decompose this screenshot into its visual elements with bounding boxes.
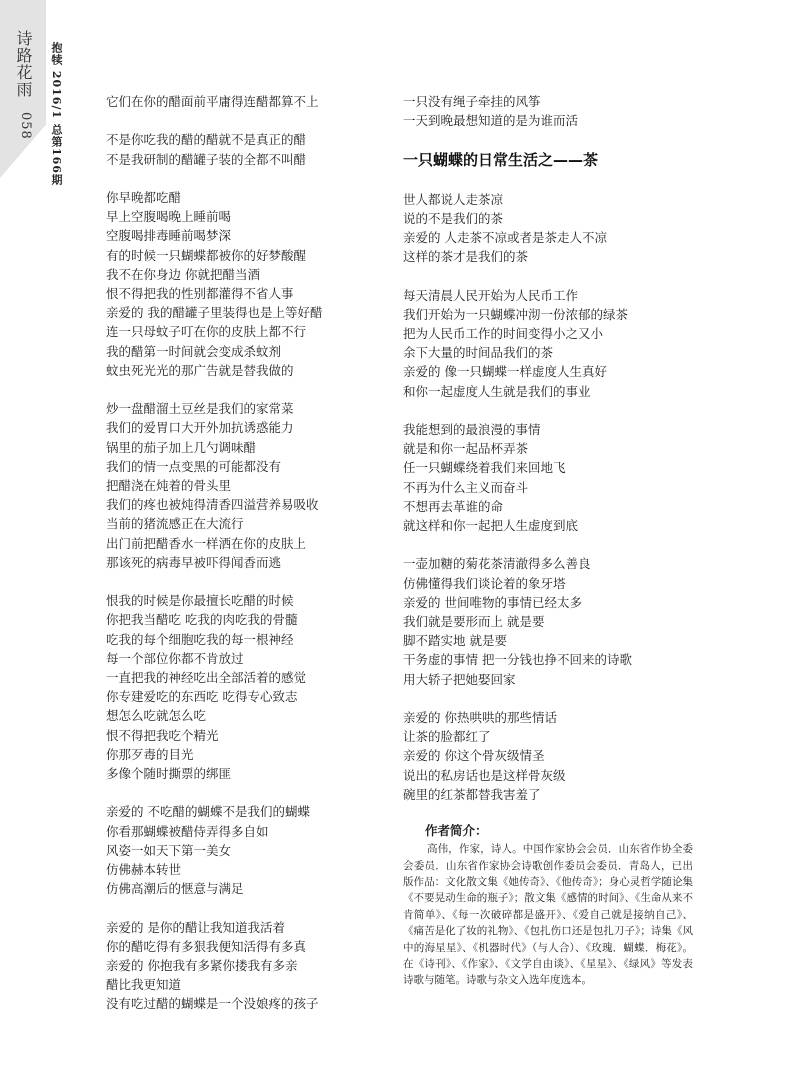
poem-line: 亲爱的 你这个骨灰级情圣 [403,748,545,764]
poem-line: 亲爱的 不吃醋的蝴蝶不是我们的蝴蝶 [106,804,310,820]
poem-line: 亲爱的 人走茶不凉或者是茶走人不凉 [403,230,607,245]
stanza [106,92,386,111]
poem-line: 亲爱的 你热哄哄的那些情话 [403,710,557,726]
poem-line: 亲爱的 世间唯物的事情已经太多 [403,594,582,610]
stanza [106,591,386,783]
right-stanzas [403,190,693,804]
stanza [403,708,693,804]
poem-line: 恨不得把我吃个精光 [106,727,219,743]
lead-stanza [403,92,693,130]
poem-line: 我们的爱胃口大开外加抗诱惑能力 [106,420,294,436]
poem-title: 一只蝴蝶的日常生活之——茶 [403,150,599,169]
poem-line: 亲爱的 是你的醋让我知道我活着 [106,919,285,935]
poem-line: 一壶加糖的菊花茶清澈得多么善良 [403,556,591,572]
poem-line: 余下大量的时间品我们的茶 [403,345,554,361]
poem-line: 恨我的时候是你最擅长吃醋的时候 [106,593,294,609]
poem-line: 你那歹毒的目光 [106,746,194,762]
poem-line: 炒一盘醋溜土豆丝是我们的家常菜 [106,401,294,417]
poem-line: 恨不得把我的性别都灌得不省人事 [106,286,294,301]
poem-line: 把醋浇在炖着的骨头里 [106,478,232,494]
poem-line: 空腹喝排毒睡前喝梦深 [106,228,232,244]
poem-line: 说的不是我们的茶 [403,210,504,226]
poem-line: 亲爱的 像一只蝴蝶一样虚度人生真好 [403,364,607,380]
poem-line: 任一只蝴蝶绕着我们来回地飞 [403,460,566,476]
poem-line: 世人都说人走茶凉 [403,191,504,207]
poem-line: 仿佛赫本转世 [106,862,182,878]
poem-line: 碗里的红茶都替我害羞了 [403,786,541,802]
author-bio [403,823,693,989]
poem-line: 吃我的每个细胞吃我的每一根神经 [106,631,294,647]
poem-line: 早上空腹喝晚上睡前喝 [106,209,232,225]
poem-line: 没有吃过醋的蝴蝶是一个没娘疼的孩子 [106,996,319,1012]
poem-line: 把为人民币工作的时间变得小之又小 [403,326,604,341]
poem-line: 和你一起虚度人生就是我们的事业 [403,383,591,399]
poem-line: 你把我当醋吃 吃我的肉吃我的骨髓 [106,612,298,628]
stanza [403,286,693,401]
stanza [106,918,386,1014]
poem-line: 每天清晨人民开始为人民币工作 [403,287,579,303]
poem-line: 仿佛高潮后的惬意与满足 [106,881,244,897]
poem-line: 脚不踏实地 就是要 [403,633,507,649]
poem-line: 一直把我的神经吃出全部活着的感觉 [106,670,307,686]
bio-heading: 作者简介： [425,823,488,839]
poem-line: 你早晚都吃醋 [106,189,182,205]
right-column [403,92,693,989]
poem-line: 我们就是要形而上 就是要 [403,614,545,630]
issue-info: 抱犊 2016/1 总第166期 [50,42,63,186]
poem-line: 你专建爱吃的东西吃 吃得专心致志 [106,689,298,705]
stanza [106,802,386,898]
poem-line: 我们的情一点变黑的可能都没有 [106,458,282,474]
poem-line: 说出的私房话也是这样骨灰级 [403,767,566,783]
poem-line: 不是你吃我的醋的醋就不是真正的醋 [106,132,307,148]
poem-line: 连一只母蚊子叮在你的皮肤上都不行 [106,324,307,340]
poem-line: 锅里的茄子加上几勺调味醋 [106,439,257,455]
poem-line: 我们开始为一只蝴蝶冲沏一份浓郁的绿茶 [403,306,629,322]
poem-line: 我不在你身边 你就把醋当酒 [106,266,260,282]
stanza [106,188,386,380]
poem-line: 你看那蝴蝶被醋侍弄得多自如 [106,823,269,839]
poem-line: 出门前把醋香水一样洒在你的皮肤上 [106,535,307,551]
stanza [403,190,693,267]
poem-line: 就这样和你一起把人生虚度到底 [403,518,579,534]
poem-line: 这样的茶才是我们的茶 [403,249,529,265]
poem-line: 一只没有绳子牵挂的风筝 [403,94,541,109]
poem-line: 当前的猪流感正在大流行 [106,516,244,532]
poem-line: 想怎么吃就怎么吃 [106,708,207,724]
poem-line: 那该死的病毒早被吓得闻香而逃 [106,554,282,570]
stanza [106,130,386,168]
stanza [403,420,693,535]
poem-line: 仿佛懂得我们谈论着的象牙塔 [403,575,566,591]
poem-line: 多像个随时撕票的绑匪 [106,766,232,782]
poem-line: 亲爱的 我的醋罐子里装得也是上等好醋 [106,305,323,321]
section-name: 诗路花雨 [14,30,33,98]
poem-line: 就是和你一起品杯弄茶 [403,441,529,457]
poem-line: 我能想到的最浪漫的事情 [403,422,541,437]
poem-line: 蚊虫死光光的那广告就是替我做的 [106,362,294,378]
stanza [106,399,386,572]
poem-line: 醋比我更知道 [106,977,182,993]
poem-line: 用大轿子把她娶回家 [403,671,516,687]
poem-line: 不想再去革谁的命 [403,498,504,514]
left-column [106,92,386,1033]
poem-line: 我们的疼也被炖得清香四溢营养易吸收 [106,497,319,513]
poem-line: 不是我研制的醋罐子装的全都不叫醋 [106,151,307,167]
bio-text: 高伟，作家，诗人。中国作家协会会员．山东省作协全委会委员．山东省作家协会诗歌创作委员会委员．青岛人，已出版作品：文化散文集《她传奇》、《他传奇》；身心灵哲学随论集《不要晃动生命的瓶子》；散文集《感情的时间》、《生命从来不肯简单》、《每一次破碎都是盛开》、《爱自己就是接纳自己》、《痛苦是化了妆的礼物》、《包扎伤口还是包扎刀子》；诗集《风中的海星星》、《机器时代》（与人合）、《玫瑰．蝴蝶．梅花》。在《诗刊》、《作家》、《文学自由谈》、《星星》、《绿风》等发表诗歌与随笔。诗歌与杂文入选年度选本。 [403,843,693,987]
poem-line: 你的醋吃得有多狠我便知活得有多真 [106,938,307,954]
poem-line: 风姿一如天下第一美女 [106,842,232,858]
poem-line: 我的醋第一时间就会变成杀蚊剂 [106,343,282,359]
poem-line: 让茶的脸都红了 [403,729,491,745]
page-number: 058 [18,112,33,140]
poem-line: 有的时候一只蝴蝶都被你的好梦酸醒 [106,247,307,263]
poem-line: 它们在你的醋面前平庸得连醋都算不上 [106,94,319,109]
poem-line: 亲爱的 你抱我有多紧你搂我有多亲 [106,958,298,974]
stanza [403,554,693,688]
poem-line: 每一个部位你都不肯放过 [106,650,244,666]
poem-line: 不再为什么主义而奋斗 [403,479,529,495]
poem-line: 一天到晚最想知道的是为谁而活 [403,113,579,129]
poem-line: 干务虚的事情 把一分钱也挣不回来的诗歌 [403,652,632,668]
